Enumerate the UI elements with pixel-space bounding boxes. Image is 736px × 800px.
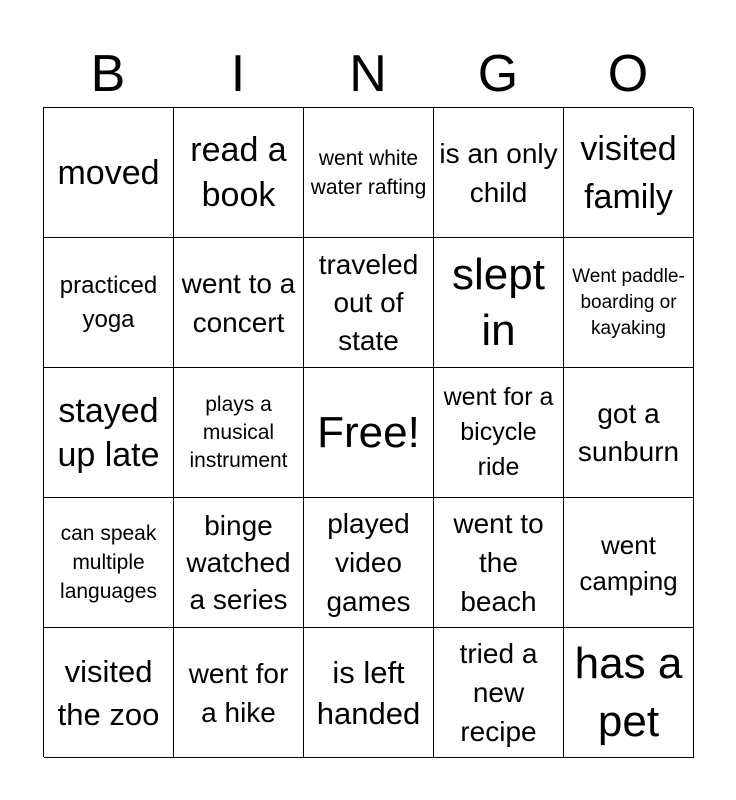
bingo-cell[interactable]: went to a concert [174,238,304,368]
header-letter-i: I [230,45,246,103]
header-letter-g: G [477,45,519,103]
bingo-cell[interactable]: binge watched a series [174,498,304,628]
bingo-cell[interactable]: can speak multiple languages [44,498,174,628]
bingo-cell[interactable]: got a sunburn [564,368,694,498]
bingo-cell[interactable]: Went paddle-boarding or kayaking [564,238,694,368]
bingo-header [43,40,693,108]
bingo-cell[interactable]: tried a new recipe [434,628,564,758]
bingo-cell[interactable]: practiced yoga [44,238,174,368]
bingo-cell[interactable]: went camping [564,498,694,628]
bingo-cell[interactable]: played video games [304,498,434,628]
header-letter-n: N [349,45,387,103]
bingo-cell[interactable]: read a book [174,108,304,238]
bingo-cell[interactable]: slept in [434,238,564,368]
bingo-cell[interactable]: is an only child [434,108,564,238]
bingo-cell[interactable]: has a pet [564,628,694,758]
bingo-cell[interactable]: went white water rafting [304,108,434,238]
bingo-cell[interactable]: visited family [564,108,694,238]
bingo-cell-free[interactable]: Free! [304,368,434,498]
bingo-cell[interactable]: traveled out of state [304,238,434,368]
bingo-cell[interactable]: stayed up late [44,368,174,498]
bingo-grid [43,107,693,757]
header-letter-b: B [90,45,126,103]
bingo-cell[interactable]: went for a bicycle ride [434,368,564,498]
bingo-cell[interactable]: went for a hike [174,628,304,758]
header-letter-o: O [607,45,649,103]
bingo-cell[interactable]: plays a musical instrument [174,368,304,498]
bingo-cell[interactable]: visited the zoo [44,628,174,758]
bingo-cell[interactable]: moved [44,108,174,238]
bingo-cell[interactable]: went to the beach [434,498,564,628]
bingo-cell[interactable]: is left handed [304,628,434,758]
